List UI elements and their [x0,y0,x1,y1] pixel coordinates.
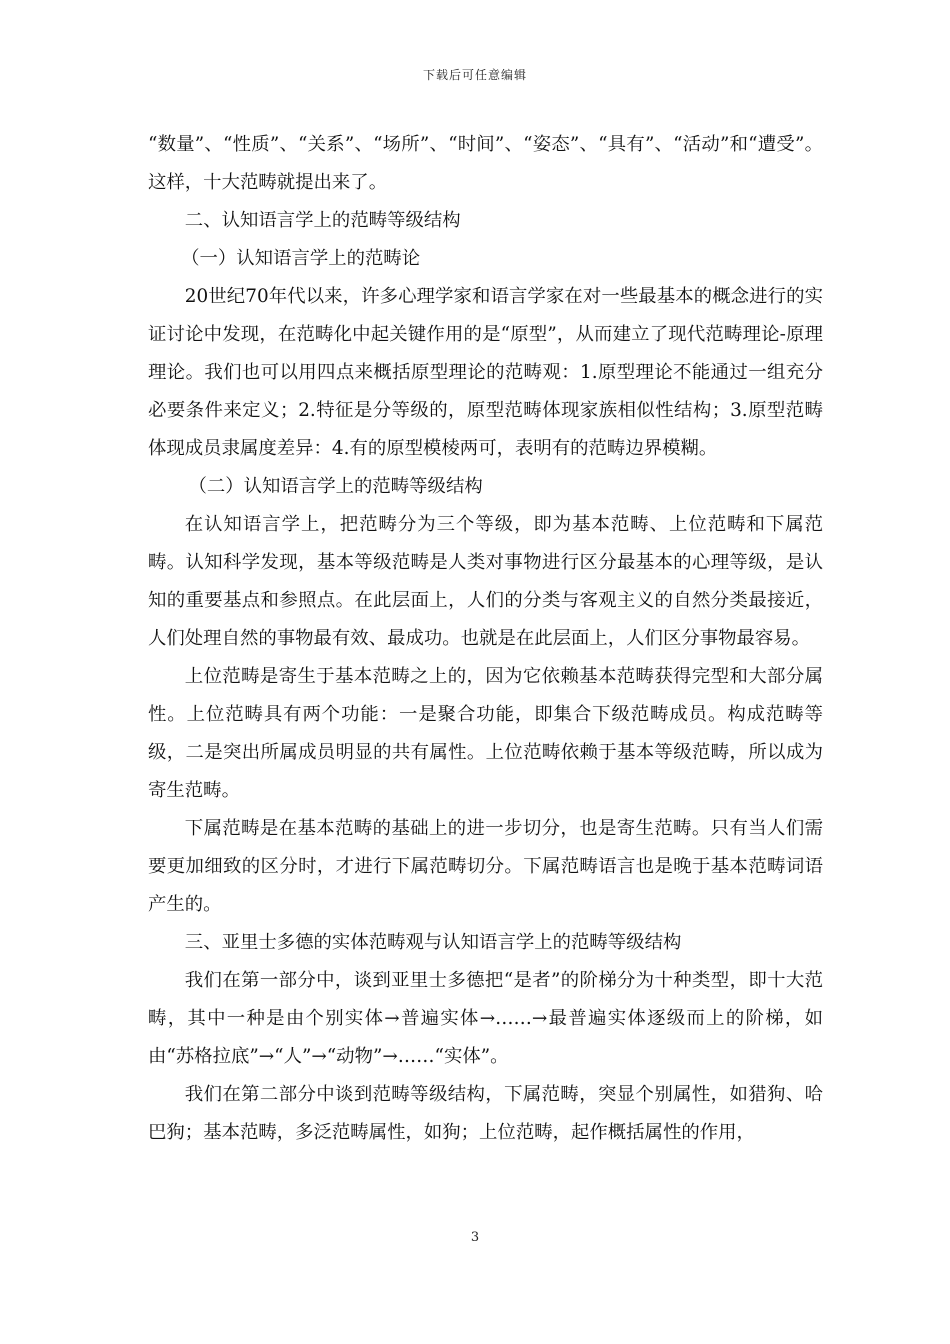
paragraph-prototype-theory: 20世纪70年代以来，许多心理学家和语言学家在对一些最基本的概念进行的实证讨论中发现，在范畴化中起关键作用的是“原型”，从而建立了现代范畴理论-原理理论。我们也可以用四点来概括原型理论的范畴观：1.原型理论不能通过一组充分必要条件来定义；2.特征是分等级的，原型范畴体现家族相似性结构；3.原型范畴体现成员隶属度差异：4.有的原型模棱两可，表明有的范畴边界模糊。 [148,286,823,459]
paragraph-continuation: “数量”、“性质”、“关系”、“场所”、“时间”、“姿态”、“具有”、“活动”和“遭受”。这样，十大范畴就提出来了。 [148,134,823,193]
page-number: 3 [470,1230,480,1245]
document-body [148,126,823,1152]
paragraph-hierarchy-comparison: 我们在第二部分中谈到范畴等级结构，下属范畴，突显个别属性，如猎狗、哈巴狗；基本范畴，多泛范畴属性，如狗；上位范畴，起作概括属性的作用， [148,1084,823,1143]
section-heading-2: 二、认知语言学上的范畴等级结构 [184,210,461,231]
paragraph-subordinate-category: 下属范畴是在基本范畴的基础上的进一步切分，也是寄生范畴。只有当人们需要更加细致的区分时，才进行下属范畴切分。下属范畴语言也是晚于基本范畴词语产生的。 [148,818,823,915]
page-header: 下载后可任意编辑 [422,68,527,82]
paragraph-basic-category: 在认知语言学上，把范畴分为三个等级，即为基本范畴、上位范畴和下属范畴。认知科学发现，基本等级范畴是人类对事物进行区分最基本的心理等级，是认知的重要基点和参照点。在此层面上，人们的分类与客观主义的自然分类最接近，人们处理自然的事物最有效、最成功。也就是在此层面上，人们区分事物最容易。 [148,514,823,649]
paragraph-aristotle-ladder: 我们在第一部分中，谈到亚里士多德把“是者”的阶梯分为十种类型，即十大范畴，其中一种是由个别实体→普遍实体→……→最普遍实体逐级而上的阶梯，如由“苏格拉底”→“人”→“动物”→……“实体”。 [148,970,823,1067]
subsection-heading-2-2: （二）认知语言学上的范畴等级结构 [188,476,483,497]
paragraph-superordinate-category: 上位范畴是寄生于基本范畴之上的，因为它依赖基本范畴获得完型和大部分属性。上位范畴具有两个功能：一是聚合功能，即集合下级范畴成员。构成范畴等级，二是突出所属成员明显的共有属性。上位范畴依赖于基本等级范畴，所以成为寄生范畴。 [148,666,823,801]
subsection-heading-2-1: （一）认知语言学上的范畴论 [181,248,421,269]
section-heading-3: 三、亚里士多德的实体范畴观与认知语言学上的范畴等级结构 [184,932,682,953]
